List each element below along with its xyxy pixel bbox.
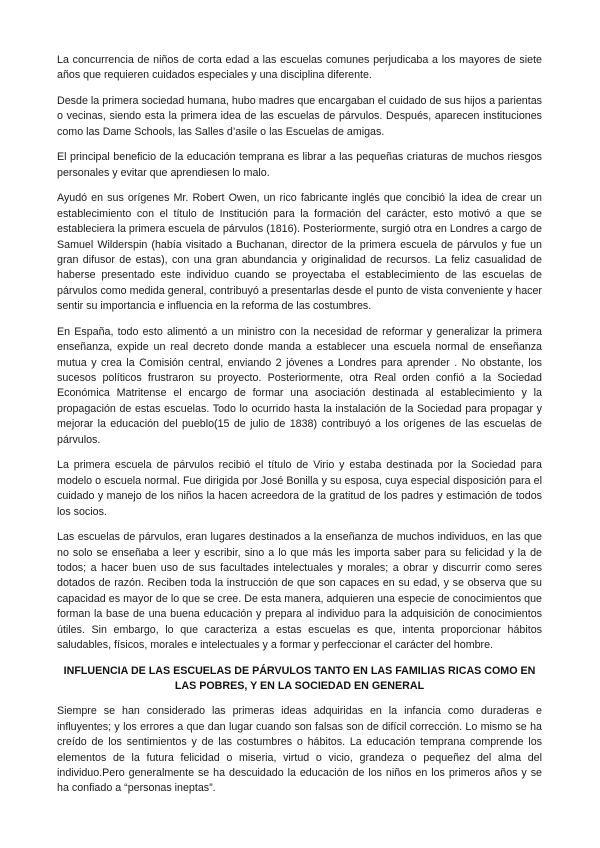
- paragraph-origins: Desde la primera sociedad humana, hubo madres que encargaban el cuidado de sus hijos a parientas o vecinas, siendo esta la primera idea de las escuelas de párvulos. Después, aparecen instituciones como las Dame Schools, las Salles d’asile o las Escuelas de amigas.: [57, 95, 542, 138]
- paragraph-benefit: El principal beneficio de la educación temprana es librar a las pequeñas criaturas de muchos riesgos personales y evitar que aprendiesen lo malo.: [57, 151, 542, 179]
- paragraph-spain: En España, todo esto alimentó a un ministro con la necesidad de reformar y generalizar la primera enseñanza, expide un real decreto donde manda a establecer una escuela normal de enseñanza mutua y crea la Comisión central, enviando 2 jóvenes a Londres para aprender . No obstante, los sucesos políticos frustraron su proyecto. Posteriormente, otra Real orden confió a la Sociedad Económica Matritense el encargo de formar una asociación destinada al establecimiento y la propagación de estas escuelas. Todo lo ocurrido hasta la instalación de la Sociedad para propagar y mejorar la educación del pueblo(15 de julio de 1838) contribuyó a los orígenes de las escuelas de párvulos.: [57, 325, 542, 446]
- paragraph-influence: Siempre se han considerado las primeras ideas adquiridas en la infancia como duraderas e influyentes; y los errores a que dan lugar cuando son falsas son de difícil corrección. Lo mismo se ha creído de los sentimientos y de las costumbres o hábitos. La educación temprana comprende los elementos de la futura felicidad o miseria, virtud o vicio, grandeza o pequeñez del alma del individuo.Pero generalmente se ha descuidado la educación de los niños en los primeros años y se ha confiado a “personas ineptas”.: [57, 705, 542, 795]
- paragraph-first-school: La primera escuela de párvulos recibió el título de Virio y estaba destinada por la Sociedad para modelo o escuela normal. Fue dirigida por José Bonilla y su esposa, cuya especial disposición para el cuidado y manejo de los niños la hacen acreedora de la gratitud de los padres y estimación de todos los socios.: [57, 459, 542, 518]
- section-heading: INFLUENCIA DE LAS ESCUELAS DE PÁRVULOS TANTO EN LAS FAMILIAS RICAS COMO EN LAS POBRES, Y EN LA SOCIEDAD EN GENERAL: [63, 664, 536, 692]
- paragraph-robert-owen: Ayudó en sus orígenes Mr. Robert Owen, un rico fabricante inglés que concibió la idea de crear un establecimiento con el título de Institución para la formación del carácter, esto motivó a que se estableciera la primera escuela de párvulos (1816). Posteriormente, surgió otra en Londres a cargo de Samuel Wilderspin (había visitado a Buchanan, director de la primera escuela de párvulos y fue un gran difusor de estas), con una gran abundancia y originalidad de recursos. La feliz casualidad de haberse presentado este individuo cuando se proyectaba el establecimiento de las escuelas de párvulos como medida general, contribuyó a presentarlas desde el punto de vista conveniente y hacer sentir su importancia e influencia en la reforma de las costumbres.: [57, 192, 542, 313]
- document-page: [57, 53, 542, 807]
- paragraph-intro: La concurrencia de niños de corta edad a las escuelas comunes perjudicaba a los mayores de siete años que requieren cuidados especiales y una disciplina diferente.: [57, 54, 542, 82]
- paragraph-schools-purpose: Las escuelas de párvulos, eran lugares destinados a la enseñanza de muchos individuos, en las que no solo se enseñaba a leer y escribir, sino a lo que más les importa saber para su felicidad y la de todos; a hacer buen uso de sus facultades intelectuales y morales; a obrar y discurrir como seres dotados de razón. Reciben toda la instrucción de que son capaces en su edad, y se observa que su capacidad es mayor de lo que se cree. De esta manera, adquieren una especie de conocimientos que forman la base de una buena educación y prepara al individuo para la adquisición de conocimientos útiles. Sin embargo, lo que caracteriza a estas escuelas es que, intenta proporcionar hábitos saludables, físicos, morales e intelectuales y a formar y perfeccionar el carácter del hombre.: [57, 531, 542, 651]
